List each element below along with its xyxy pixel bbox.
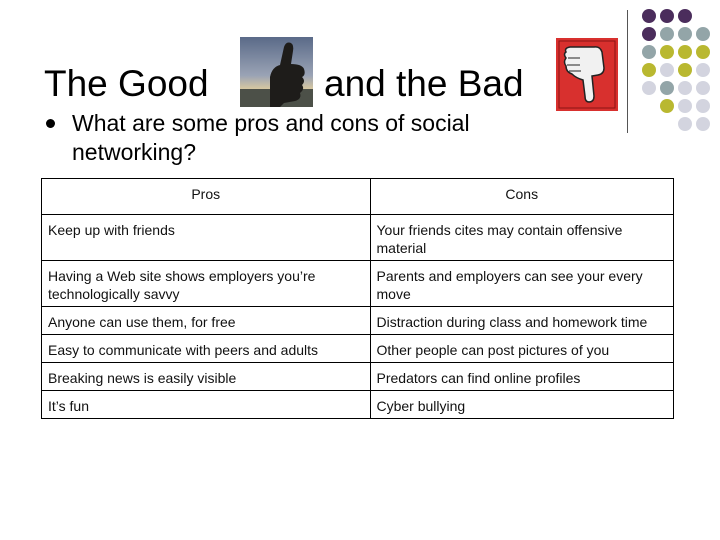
decor-dot <box>642 9 656 23</box>
table-header-row <box>42 179 674 215</box>
decor-dot <box>696 117 710 131</box>
table-row <box>42 335 674 363</box>
pro-cell: Breaking news is easily visible <box>42 363 371 391</box>
table-row <box>42 261 674 307</box>
decor-dot <box>642 81 656 95</box>
thumbs-down-sign <box>556 38 618 111</box>
con-cell: Other people can post pictures of you <box>370 335 674 363</box>
decor-dot <box>660 9 674 23</box>
pro-cell: Keep up with friends <box>42 215 371 261</box>
decor-dot <box>660 81 674 95</box>
decor-dot <box>642 27 656 41</box>
decor-dot <box>696 99 710 113</box>
decor-dot <box>678 81 692 95</box>
table-row <box>42 215 674 261</box>
pro-cell: Easy to communicate with peers and adults <box>42 335 371 363</box>
decor-dot <box>696 63 710 77</box>
decor-dot <box>678 99 692 113</box>
decor-dot <box>696 81 710 95</box>
decor-dot <box>696 27 710 41</box>
table-row <box>42 363 674 391</box>
title-and-the-bad: and the Bad <box>324 63 524 104</box>
con-cell: Predators can find online profiles <box>370 363 674 391</box>
thumbs-up-photo <box>240 37 313 107</box>
decor-dot <box>696 45 710 59</box>
bullet-icon <box>46 119 55 128</box>
con-cell: Cyber bullying <box>370 391 674 419</box>
decor-dot <box>678 45 692 59</box>
pro-cell: Anyone can use them, for free <box>42 307 371 335</box>
pro-cell: Having a Web site shows employers you’re technologically savvy <box>42 261 371 307</box>
question-text: What are some pros and cons of social networking? <box>72 110 470 165</box>
decor-dot <box>678 9 692 23</box>
decor-dot <box>642 63 656 77</box>
decor-dot <box>660 99 674 113</box>
header-pros: Pros <box>42 179 371 215</box>
pros-cons-table <box>41 178 674 419</box>
con-cell: Parents and employers can see your every move <box>370 261 674 307</box>
header-cons: Cons <box>370 179 674 215</box>
decor-dot <box>660 45 674 59</box>
table-row <box>42 391 674 419</box>
table-row <box>42 307 674 335</box>
title-the-good: The Good <box>44 63 209 104</box>
con-cell: Distraction during class and homework time <box>370 307 674 335</box>
decor-dot <box>660 27 674 41</box>
decor-divider-line <box>627 10 628 133</box>
decor-dot <box>678 63 692 77</box>
decor-dot <box>678 27 692 41</box>
decor-dot <box>678 117 692 131</box>
con-cell: Your friends cites may contain offensive material <box>370 215 674 261</box>
decor-dot <box>660 63 674 77</box>
pro-cell: It’s fun <box>42 391 371 419</box>
decor-dot <box>642 45 656 59</box>
